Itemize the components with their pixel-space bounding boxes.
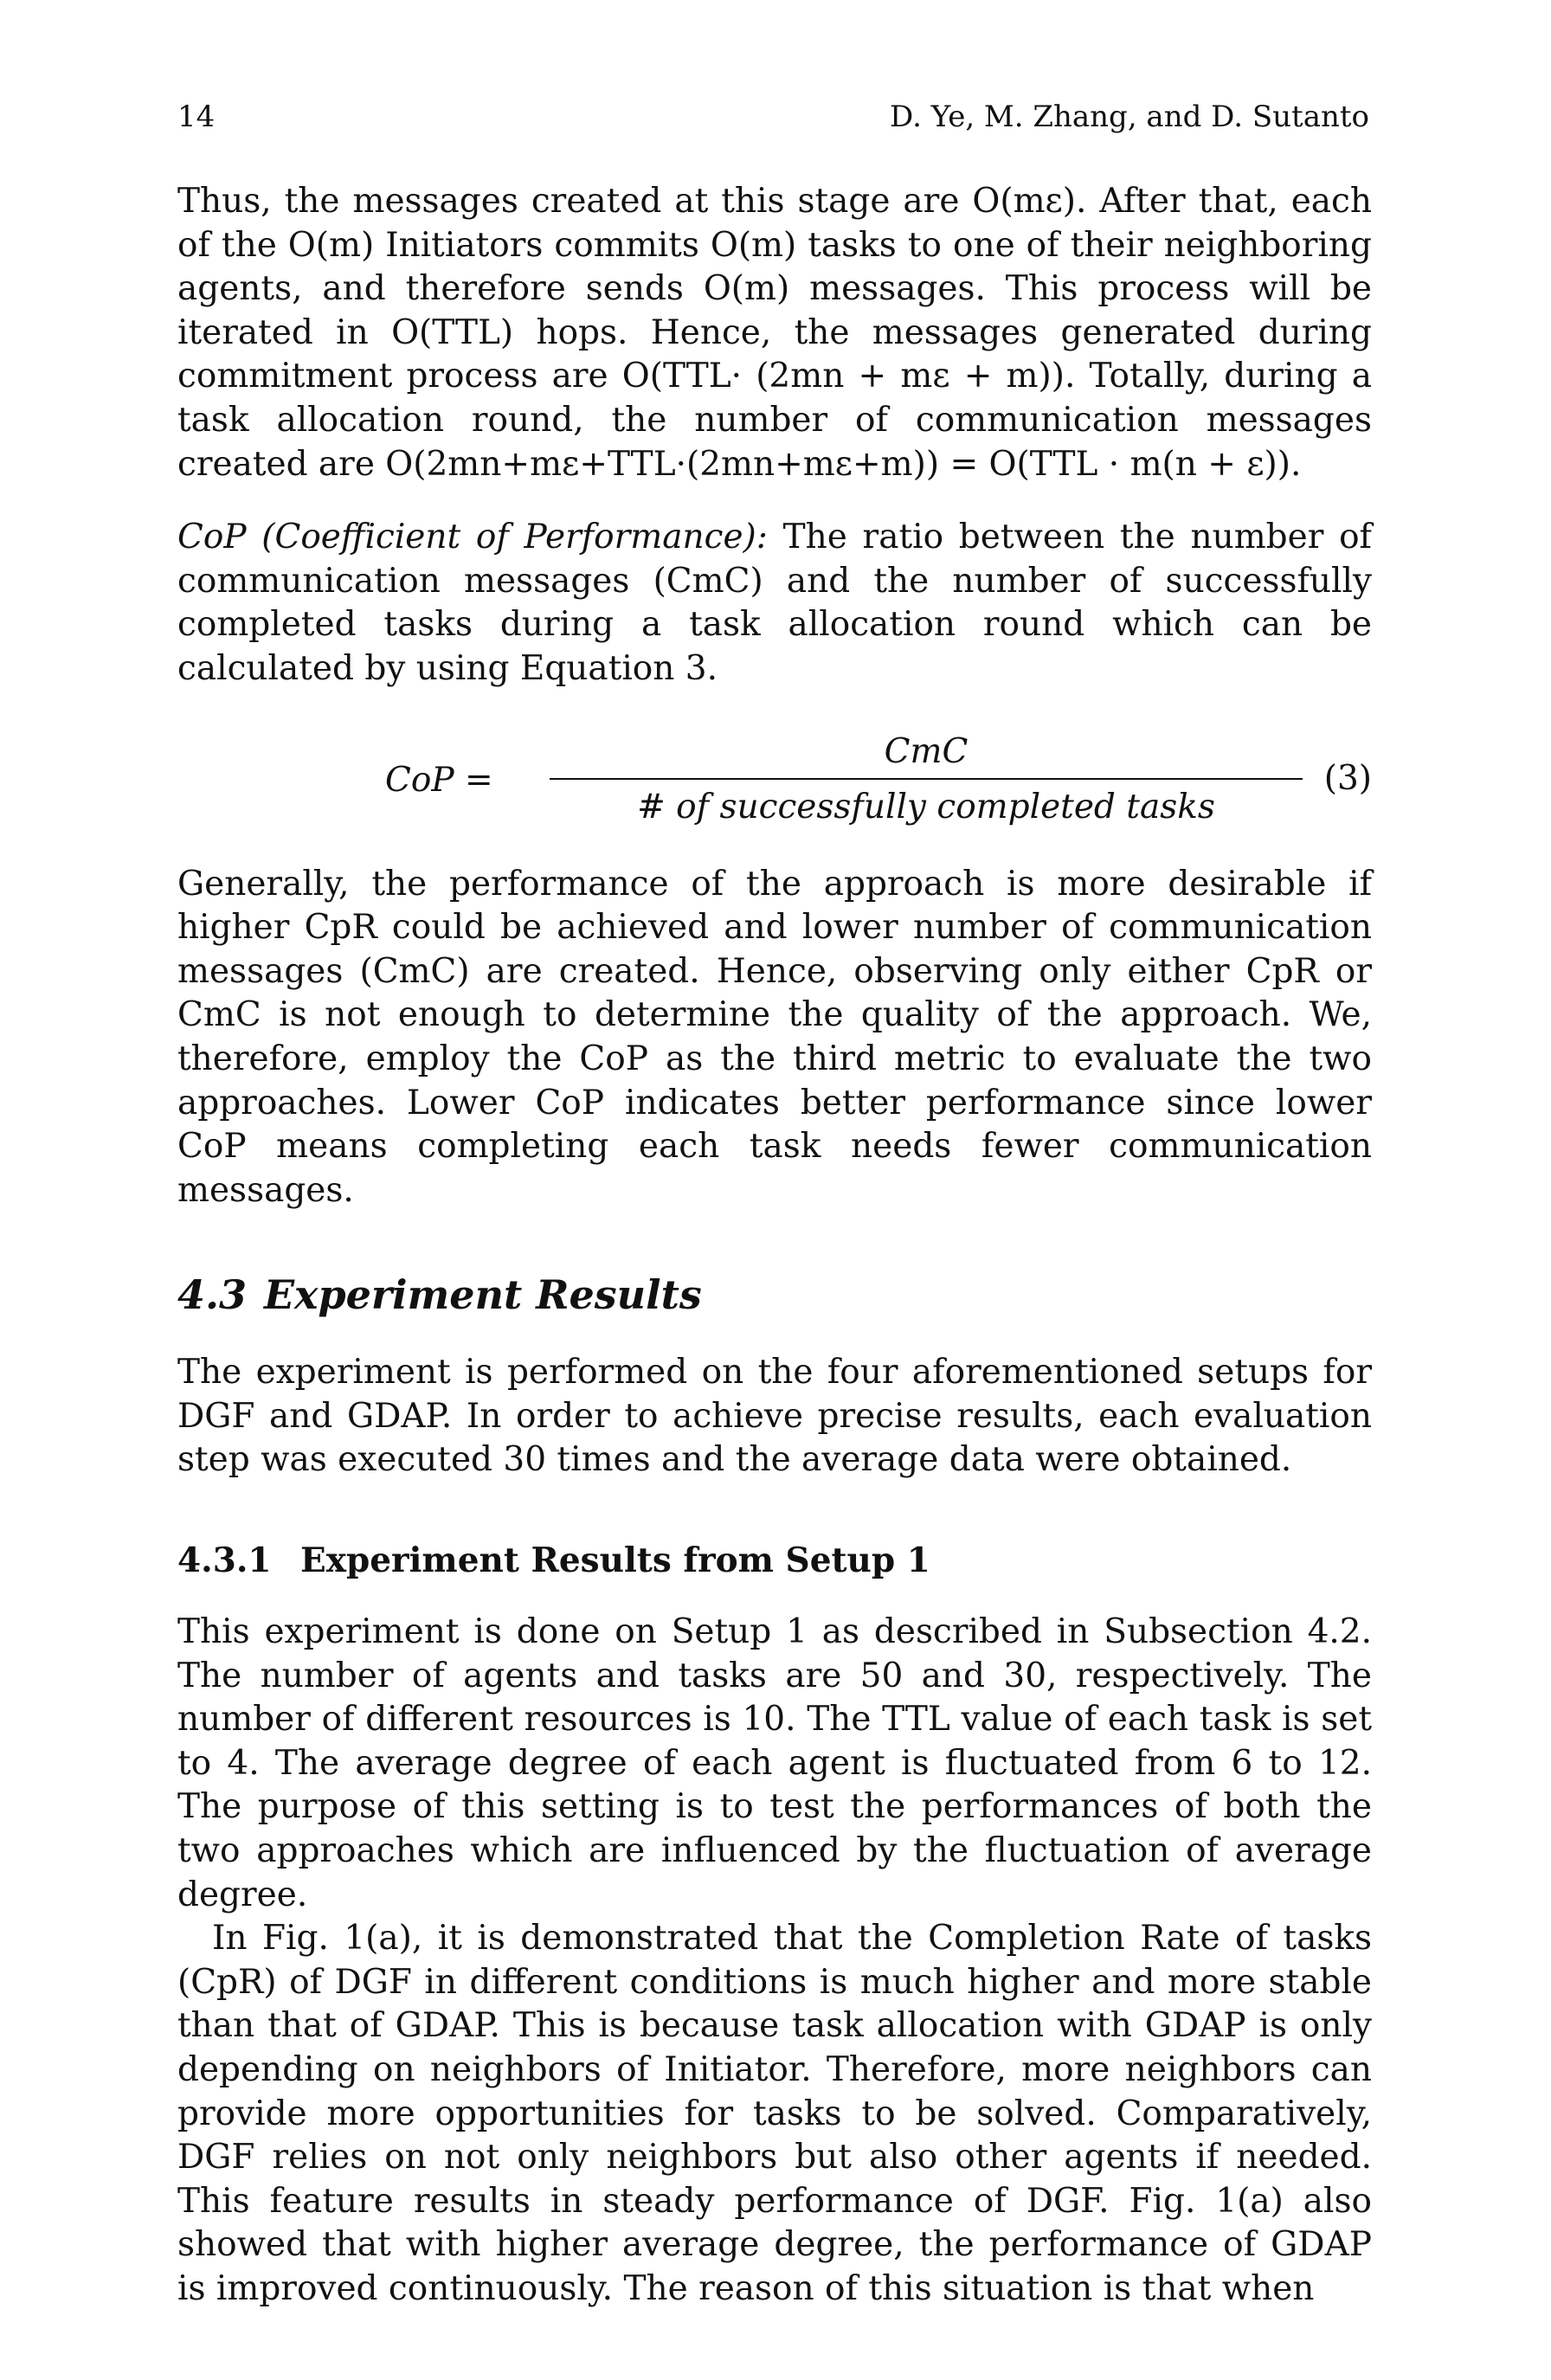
equation-fraction — [550, 728, 1303, 830]
cop-definition-text: The ratio between the number of communication messages (CmC) and the number of successfully completed tasks during a task allocation round which can be calculated by using Equation 3. — [177, 518, 1372, 688]
paragraph-setup-1: This experiment is done on Setup 1 as described in Subsection 4.2. The number of agents and tasks are 50 and 30, respectively. The number of different resources is 10. The TTL value of each task is set to 4. The average degree of each agent is fluctuated from 6 to 12. The purpose of this setting is to test the performances of both the two approaches which are influenced by the fluctuation of average degree. — [177, 1612, 1372, 1914]
section-heading-4-3 — [177, 1264, 1372, 1325]
equation-denominator: # of successfully completed tasks — [637, 787, 1215, 827]
paragraph-message-complexity: Thus, the messages created at this stage are O(mε). After that, each of the O(m) Initiators commits O(m) tasks to one of their neighboring agents, and therefore sends O(m) messages. This process will be iterated in O(TTL) hops. Hence, the messages generated during commitment process are O(TTL· (2mn + mε + m)). Totally, during a task allocation round, the number of communication messages created are O(2mn+mε+TTL·(2mn+mε+m)) = O(TTL · m(n + ε)). — [177, 182, 1372, 484]
body-text — [177, 180, 1372, 2312]
paragraph-fig-1a-analysis: In Fig. 1(a), it is demonstrated that the Completion Rate of tasks (CpR) of DGF in different conditions is much higher and more stable than that of GDAP. This is because task allocation with GDAP is only depending on neighbors of Initiator. Therefore, more neighbors can provide more opportunities for tasks to be solved. Comparatively, DGF relies on not only neighbors but also other agents if needed. This feature results in steady performance of DGF. Fig. 1(a) also showed that with higher average degree, the performance of GDAP is improved continuously. The reason of this situation is that when — [177, 1919, 1372, 2308]
paragraph-cop-motivation: Generally, the performance of the approach is more desirable if higher CpR could be achieved and lower number of communication messages (CmC) are created. Hence, observing only either CpR or CmC is not enough to determine the quality of the approach. We, therefore, employ the CoP as the third metric to evaluate the two approaches. Lower CoP indicates better performance since lower CoP means completing each task needs fewer communication messages. — [177, 864, 1372, 1210]
running-authors: D. Ye, M. Zhang, and D. Sutanto — [890, 100, 1369, 134]
equation-numerator: CmC — [884, 731, 969, 771]
fraction-bar — [550, 778, 1303, 780]
subsection-heading-4-3-1 — [177, 1534, 1372, 1586]
equation-number: (3) — [1323, 758, 1372, 798]
equation-lhs: CoP = — [385, 760, 493, 800]
equation-3 — [177, 728, 1372, 832]
subsection-title: Experiment Results from Setup 1 — [300, 1541, 930, 1581]
running-header — [177, 95, 1369, 138]
paragraph-experiment-intro: The experiment is performed on the four aforementioned setups for DGF and GDAP. In order to achieve precise results, each evaluation step was executed 30 times and the average data were obtained. — [177, 1353, 1372, 1480]
section-number: 4.3 — [177, 1271, 248, 1319]
subsection-number: 4.3.1 — [177, 1541, 272, 1581]
cop-term: CoP (Coefficient of Performance): — [177, 518, 768, 557]
section-title: Experiment Results — [264, 1271, 702, 1319]
paragraph-cop-definition — [177, 516, 1372, 691]
page-number: 14 — [177, 100, 216, 134]
